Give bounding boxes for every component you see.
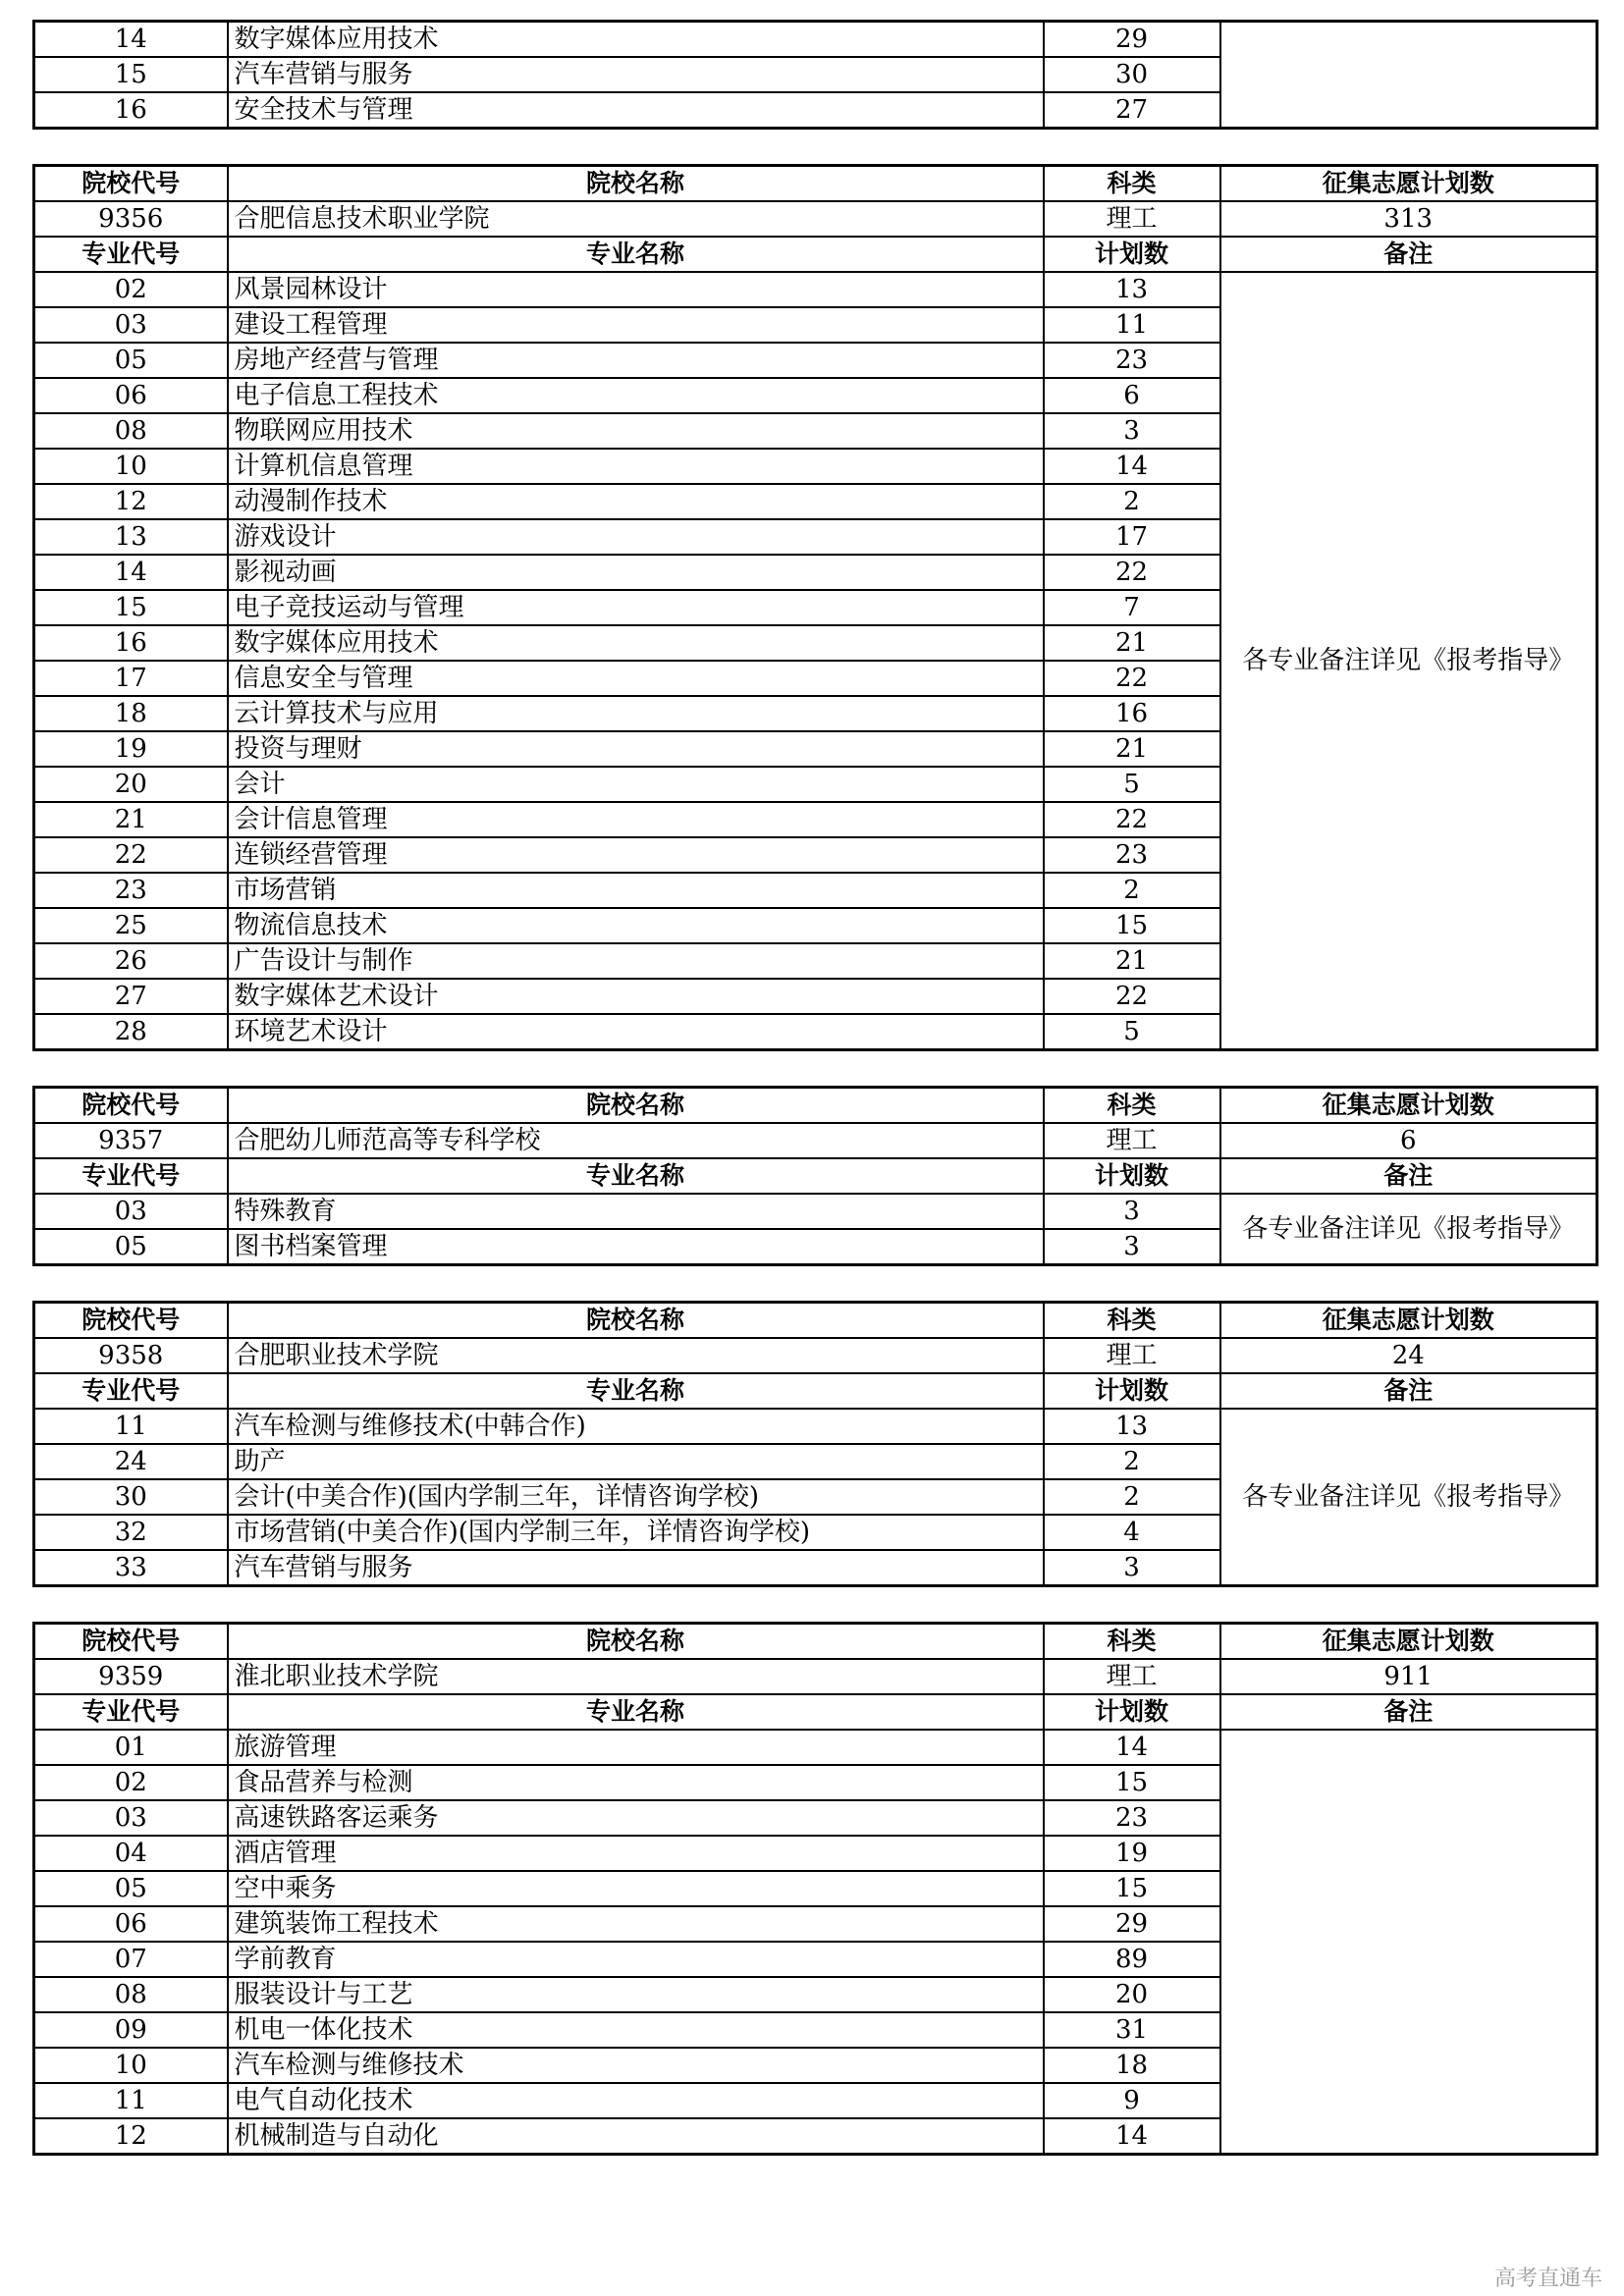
- major-plan: 89: [1044, 1942, 1220, 1977]
- school-code: 9358: [34, 1338, 228, 1373]
- note-cell: [1220, 1730, 1597, 2155]
- school-plan-total: 24: [1220, 1338, 1597, 1373]
- major-code: 03: [34, 1800, 228, 1836]
- major-header-row: [34, 1158, 1597, 1194]
- header-school-code: 院校代号: [34, 1088, 228, 1124]
- header-major-code: 专业代号: [34, 1694, 228, 1730]
- header-note: 备注: [1220, 1694, 1597, 1730]
- header-major-code: 专业代号: [34, 1158, 228, 1194]
- school-table-9357: [32, 1086, 1598, 1266]
- major-row: [34, 22, 1597, 58]
- major-plan: 14: [1044, 2118, 1220, 2155]
- note-cell: [1220, 22, 1597, 129]
- school-table-9359: [32, 1622, 1598, 2156]
- major-name: 高速铁路客运乘务: [228, 1800, 1044, 1836]
- major-plan: 22: [1044, 979, 1220, 1014]
- major-plan: 20: [1044, 1977, 1220, 2012]
- major-name: 数字媒体应用技术: [228, 625, 1044, 661]
- major-name: 建设工程管理: [228, 307, 1044, 343]
- major-plan: 15: [1044, 1765, 1220, 1800]
- major-name: 会计(中美合作)(国内学制三年，详情咨询学校): [228, 1479, 1044, 1515]
- header-school-name: 院校名称: [228, 1624, 1044, 1660]
- major-plan: 2: [1044, 1479, 1220, 1515]
- major-code: 05: [34, 1229, 228, 1265]
- header-category: 科类: [1044, 1303, 1220, 1339]
- major-code: 15: [34, 590, 228, 625]
- major-name: 物联网应用技术: [228, 413, 1044, 449]
- major-code: 23: [34, 873, 228, 908]
- school-code: 9357: [34, 1123, 228, 1158]
- major-code: 02: [34, 1765, 228, 1800]
- major-name: 市场营销: [228, 873, 1044, 908]
- major-code: 18: [34, 696, 228, 731]
- school-info-row: [34, 1338, 1597, 1373]
- header-school-code: 院校代号: [34, 1624, 228, 1660]
- major-code: 24: [34, 1444, 228, 1479]
- school-name: 合肥职业技术学院: [228, 1338, 1044, 1373]
- major-name: 电气自动化技术: [228, 2083, 1044, 2118]
- major-plan: 9: [1044, 2083, 1220, 2118]
- header-major-name: 专业名称: [228, 1158, 1044, 1194]
- note-cell: 各专业备注详见《报考指导》: [1220, 1409, 1597, 1586]
- major-plan: 14: [1044, 1730, 1220, 1765]
- school-category: 理工: [1044, 1123, 1220, 1158]
- major-code: 10: [34, 449, 228, 484]
- major-plan: 19: [1044, 1836, 1220, 1871]
- school-info-row: [34, 1659, 1597, 1694]
- major-name: 物流信息技术: [228, 908, 1044, 943]
- major-code: 02: [34, 272, 228, 307]
- major-header-row: [34, 237, 1597, 272]
- major-name: 游戏设计: [228, 519, 1044, 555]
- major-code: 04: [34, 1836, 228, 1871]
- major-name: 汽车营销与服务: [228, 1550, 1044, 1586]
- major-name: 汽车检测与维修技术(中韩合作): [228, 1409, 1044, 1444]
- continuation-table: [32, 20, 1598, 130]
- header-category: 科类: [1044, 166, 1220, 202]
- major-name: 学前教育: [228, 1942, 1044, 1977]
- major-row: [34, 1409, 1597, 1444]
- major-code: 16: [34, 92, 228, 129]
- header-plan-total: 征集志愿计划数: [1220, 1088, 1597, 1124]
- major-name: 机械制造与自动化: [228, 2118, 1044, 2155]
- major-plan: 15: [1044, 1871, 1220, 1906]
- header-plan: 计划数: [1044, 1158, 1220, 1194]
- major-name: 投资与理财: [228, 731, 1044, 767]
- major-name: 会计: [228, 767, 1044, 802]
- major-plan: 5: [1044, 1014, 1220, 1050]
- school-code: 9359: [34, 1659, 228, 1694]
- block-spacer: [32, 130, 1596, 164]
- header-major-name: 专业名称: [228, 1373, 1044, 1409]
- major-name: 连锁经营管理: [228, 837, 1044, 873]
- school-category: 理工: [1044, 1338, 1220, 1373]
- major-plan: 3: [1044, 1229, 1220, 1265]
- header-school-name: 院校名称: [228, 166, 1044, 202]
- major-plan: 13: [1044, 1409, 1220, 1444]
- major-code: 22: [34, 837, 228, 873]
- major-name: 市场营销(中美合作)(国内学制三年，详情咨询学校): [228, 1515, 1044, 1550]
- major-name: 空中乘务: [228, 1871, 1044, 1906]
- header-plan: 计划数: [1044, 237, 1220, 272]
- major-name: 电子信息工程技术: [228, 378, 1044, 413]
- major-name: 旅游管理: [228, 1730, 1044, 1765]
- note-cell: 各专业备注详见《报考指导》: [1220, 272, 1597, 1050]
- school-plan-total: 313: [1220, 201, 1597, 237]
- admission-plan-document: [32, 20, 1596, 2156]
- major-name: 建筑装饰工程技术: [228, 1906, 1044, 1942]
- major-name: 电子竞技运动与管理: [228, 590, 1044, 625]
- major-code: 28: [34, 1014, 228, 1050]
- major-name: 服装设计与工艺: [228, 1977, 1044, 2012]
- major-code: 13: [34, 519, 228, 555]
- major-name: 汽车检测与维修技术: [228, 2048, 1044, 2083]
- school-name: 合肥信息技术职业学院: [228, 201, 1044, 237]
- major-name: 数字媒体艺术设计: [228, 979, 1044, 1014]
- header-major-name: 专业名称: [228, 237, 1044, 272]
- major-plan: 3: [1044, 1194, 1220, 1229]
- major-code: 26: [34, 943, 228, 979]
- major-row: [34, 1194, 1597, 1229]
- major-code: 33: [34, 1550, 228, 1586]
- major-code: 11: [34, 2083, 228, 2118]
- major-name: 动漫制作技术: [228, 484, 1044, 519]
- major-plan: 3: [1044, 1550, 1220, 1586]
- major-code: 30: [34, 1479, 228, 1515]
- major-plan: 2: [1044, 1444, 1220, 1479]
- major-header-row: [34, 1373, 1597, 1409]
- header-note: 备注: [1220, 1373, 1597, 1409]
- major-name: 风景园林设计: [228, 272, 1044, 307]
- major-plan: 4: [1044, 1515, 1220, 1550]
- major-code: 12: [34, 2118, 228, 2155]
- major-code: 10: [34, 2048, 228, 2083]
- header-category: 科类: [1044, 1624, 1220, 1660]
- school-code: 9356: [34, 201, 228, 237]
- major-code: 19: [34, 731, 228, 767]
- major-plan: 15: [1044, 908, 1220, 943]
- major-code: 27: [34, 979, 228, 1014]
- major-code: 07: [34, 1942, 228, 1977]
- major-plan: 22: [1044, 802, 1220, 837]
- major-name: 安全技术与管理: [228, 92, 1044, 129]
- header-school-code: 院校代号: [34, 1303, 228, 1339]
- major-name: 图书档案管理: [228, 1229, 1044, 1265]
- school-plan-total: 6: [1220, 1123, 1597, 1158]
- school-plan-total: 911: [1220, 1659, 1597, 1694]
- major-code: 06: [34, 378, 228, 413]
- major-name: 影视动画: [228, 555, 1044, 590]
- school-category: 理工: [1044, 201, 1220, 237]
- major-code: 16: [34, 625, 228, 661]
- header-school-name: 院校名称: [228, 1303, 1044, 1339]
- major-code: 05: [34, 1871, 228, 1906]
- major-plan: 22: [1044, 555, 1220, 590]
- school-header-row: [34, 1624, 1597, 1660]
- major-name: 环境艺术设计: [228, 1014, 1044, 1050]
- major-plan: 21: [1044, 943, 1220, 979]
- major-name: 数字媒体应用技术: [228, 22, 1044, 58]
- major-code: 01: [34, 1730, 228, 1765]
- major-plan: 7: [1044, 590, 1220, 625]
- note-cell: 各专业备注详见《报考指导》: [1220, 1194, 1597, 1265]
- major-name: 会计信息管理: [228, 802, 1044, 837]
- major-row: [34, 272, 1597, 307]
- major-plan: 21: [1044, 731, 1220, 767]
- major-code: 15: [34, 57, 228, 92]
- major-name: 信息安全与管理: [228, 661, 1044, 696]
- header-school-name: 院校名称: [228, 1088, 1044, 1124]
- major-name: 酒店管理: [228, 1836, 1044, 1871]
- header-school-code: 院校代号: [34, 166, 228, 202]
- major-code: 06: [34, 1906, 228, 1942]
- major-plan: 18: [1044, 2048, 1220, 2083]
- major-plan: 16: [1044, 696, 1220, 731]
- major-code: 11: [34, 1409, 228, 1444]
- major-plan: 27: [1044, 92, 1220, 129]
- major-name: 特殊教育: [228, 1194, 1044, 1229]
- school-category: 理工: [1044, 1659, 1220, 1694]
- school-info-row: [34, 201, 1597, 237]
- major-name: 房地产经营与管理: [228, 343, 1044, 378]
- header-plan-total: 征集志愿计划数: [1220, 1624, 1597, 1660]
- major-name: 汽车营销与服务: [228, 57, 1044, 92]
- major-plan: 2: [1044, 484, 1220, 519]
- major-code: 03: [34, 307, 228, 343]
- major-header-row: [34, 1694, 1597, 1730]
- header-plan-total: 征集志愿计划数: [1220, 166, 1597, 202]
- school-name: 合肥幼儿师范高等专科学校: [228, 1123, 1044, 1158]
- header-note: 备注: [1220, 1158, 1597, 1194]
- block-spacer: [32, 1051, 1596, 1086]
- major-name: 助产: [228, 1444, 1044, 1479]
- major-code: 25: [34, 908, 228, 943]
- header-major-code: 专业代号: [34, 1373, 228, 1409]
- major-name: 广告设计与制作: [228, 943, 1044, 979]
- major-plan: 13: [1044, 272, 1220, 307]
- major-code: 09: [34, 2012, 228, 2048]
- school-table-9356: [32, 164, 1598, 1051]
- major-code: 12: [34, 484, 228, 519]
- header-note: 备注: [1220, 237, 1597, 272]
- header-plan: 计划数: [1044, 1373, 1220, 1409]
- school-header-row: [34, 166, 1597, 202]
- major-name: 食品营养与检测: [228, 1765, 1044, 1800]
- school-info-row: [34, 1123, 1597, 1158]
- major-code: 03: [34, 1194, 228, 1229]
- watermark: 高考直通车: [1493, 2267, 1602, 2291]
- major-name: 机电一体化技术: [228, 2012, 1044, 2048]
- major-plan: 21: [1044, 625, 1220, 661]
- major-plan: 30: [1044, 57, 1220, 92]
- school-name: 淮北职业技术学院: [228, 1659, 1044, 1694]
- major-plan: 17: [1044, 519, 1220, 555]
- major-plan: 23: [1044, 837, 1220, 873]
- major-code: 20: [34, 767, 228, 802]
- header-category: 科类: [1044, 1088, 1220, 1124]
- major-code: 32: [34, 1515, 228, 1550]
- major-row: [34, 1730, 1597, 1765]
- major-name: 云计算技术与应用: [228, 696, 1044, 731]
- major-plan: 22: [1044, 661, 1220, 696]
- major-code: 08: [34, 1977, 228, 2012]
- block-spacer: [32, 1587, 1596, 1622]
- major-plan: 23: [1044, 343, 1220, 378]
- major-code: 14: [34, 22, 228, 58]
- major-code: 17: [34, 661, 228, 696]
- header-major-name: 专业名称: [228, 1694, 1044, 1730]
- major-plan: 3: [1044, 413, 1220, 449]
- major-plan: 14: [1044, 449, 1220, 484]
- major-plan: 31: [1044, 2012, 1220, 2048]
- major-code: 08: [34, 413, 228, 449]
- major-name: 计算机信息管理: [228, 449, 1044, 484]
- header-plan-total: 征集志愿计划数: [1220, 1303, 1597, 1339]
- major-plan: 23: [1044, 1800, 1220, 1836]
- major-plan: 2: [1044, 873, 1220, 908]
- major-plan: 6: [1044, 378, 1220, 413]
- header-major-code: 专业代号: [34, 237, 228, 272]
- school-table-9358: [32, 1301, 1598, 1587]
- major-plan: 5: [1044, 767, 1220, 802]
- major-plan: 29: [1044, 22, 1220, 58]
- major-code: 05: [34, 343, 228, 378]
- major-code: 21: [34, 802, 228, 837]
- school-header-row: [34, 1303, 1597, 1339]
- major-plan: 11: [1044, 307, 1220, 343]
- major-plan: 29: [1044, 1906, 1220, 1942]
- header-plan: 计划数: [1044, 1694, 1220, 1730]
- block-spacer: [32, 1266, 1596, 1301]
- major-code: 14: [34, 555, 228, 590]
- school-header-row: [34, 1088, 1597, 1124]
